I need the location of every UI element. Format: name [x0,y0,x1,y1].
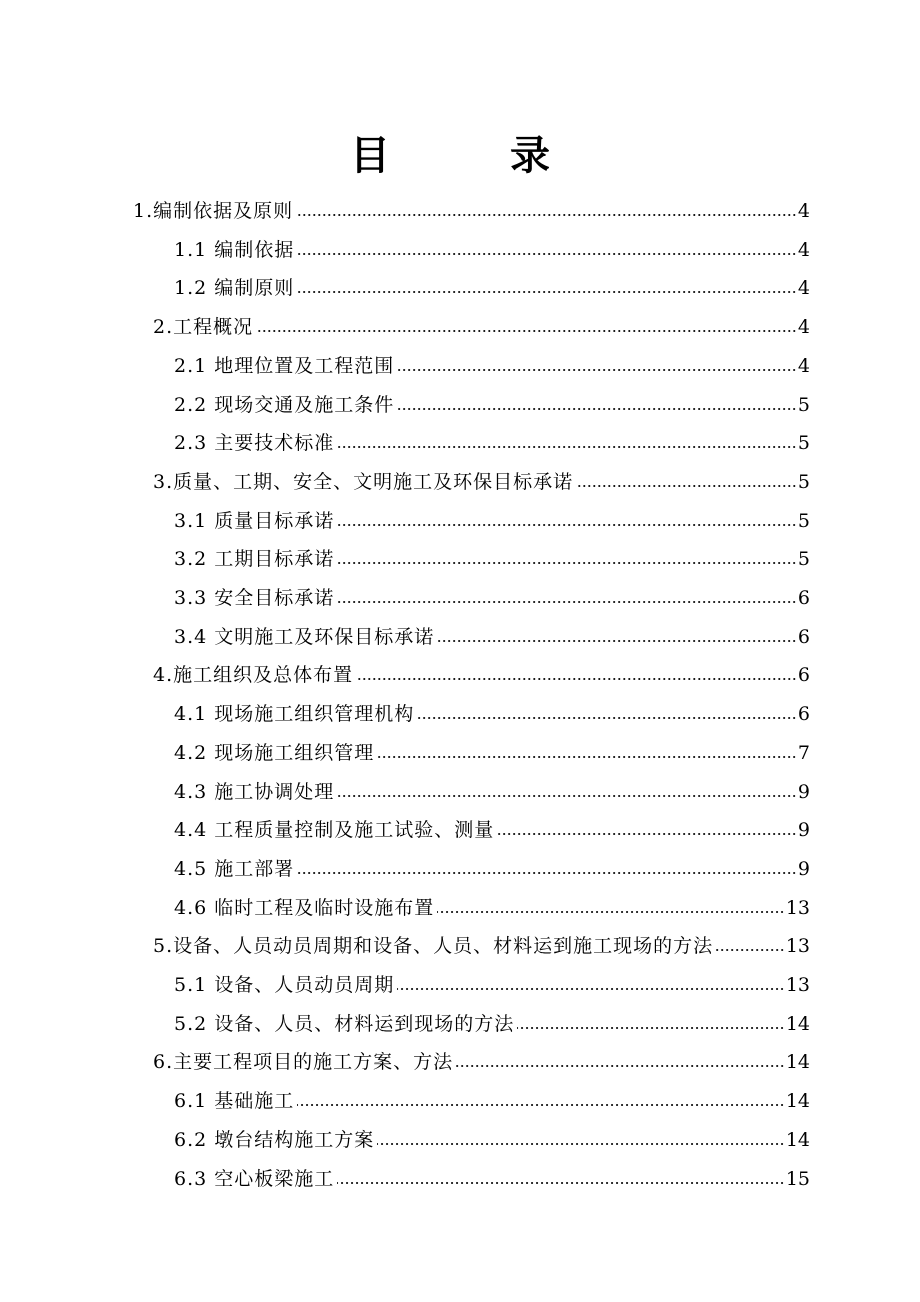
toc-page-number: 9 [797,780,810,803]
toc-dot-leader [337,600,797,604]
toc-dot-leader [297,290,797,294]
toc-entry-title: 4.1 现场施工组织管理机构 [174,703,415,726]
toc-dot-leader [456,1064,785,1068]
toc-entry[interactable] [174,777,810,807]
toc-entry-title: 4.2 现场施工组织管理 [174,741,375,764]
toc-dot-leader [716,948,785,952]
toc-page-number: 13 [785,935,810,958]
toc-dot-leader [417,716,797,720]
toc-dot-leader [377,1142,785,1146]
toc-entry-title: 1.2 编制原则 [174,277,295,300]
toc-page-number: 5 [797,393,810,416]
toc-dot-leader [397,368,797,372]
toc-entry[interactable] [174,273,810,303]
toc-dot-leader [296,213,797,217]
toc-entry[interactable] [174,1009,810,1039]
toc-entry-title: 3.质量、工期、安全、文明施工及环保目标承诺 [153,470,574,493]
toc-page-number: 14 [785,1128,810,1151]
toc-entry[interactable] [174,583,810,613]
toc-dot-leader [437,639,797,643]
toc-dot-leader [337,445,797,449]
toc-entry[interactable] [153,1047,810,1077]
toc-entry[interactable] [174,970,810,1000]
toc-entry-title: 4.4 工程质量控制及施工试验、测量 [174,819,495,842]
toc-entry[interactable] [153,931,810,961]
toc-dot-leader [337,523,797,527]
toc-page-number: 9 [797,819,810,842]
toc-dot-leader [297,871,797,875]
toc-page-number: 6 [797,664,810,687]
toc-entry-title: 4.6 临时工程及临时设施布置 [174,896,435,919]
toc-entry[interactable] [174,351,810,381]
toc-entry[interactable] [174,854,810,884]
toc-entry-title: 4.5 施工部署 [174,857,295,880]
toc-page-number: 4 [797,238,810,261]
toc-entry-title: 6.3 空心板梁施工 [174,1167,335,1190]
toc-dot-leader [397,407,797,411]
toc-dot-leader [356,677,797,681]
toc-entry-title: 3.1 质量目标承诺 [174,509,335,532]
toc-dot-leader [297,252,797,256]
toc-entry[interactable] [153,660,810,690]
toc-page-number: 5 [797,470,810,493]
toc-entry[interactable] [174,544,810,574]
toc-dot-leader [517,1026,785,1030]
toc-page-number: 4 [797,277,810,300]
toc-entry-title: 6.2 墩台结构施工方案 [174,1128,375,1151]
toc-page-number: 4 [797,354,810,377]
toc-entry[interactable] [174,699,810,729]
toc-page-number: 4 [797,316,810,339]
toc-entry[interactable] [133,196,810,226]
toc-entry[interactable] [174,1125,810,1155]
toc-entry-title: 6.主要工程项目的施工方案、方法 [153,1051,454,1074]
toc-dot-leader [576,484,797,488]
toc-page-number: 15 [785,1167,810,1190]
toc-entry-title: 2.工程概况 [153,316,254,339]
toc-entry-title: 1.1 编制依据 [174,238,295,261]
toc-entry[interactable] [174,235,810,265]
toc-entry-title: 3.4 文明施工及环保目标承诺 [174,625,435,648]
toc-page-number: 13 [785,896,810,919]
toc-entry[interactable] [174,738,810,768]
toc-page-number: 14 [785,1051,810,1074]
toc-entry-title: 6.1 基础施工 [174,1090,295,1113]
toc-dot-leader [377,755,797,759]
toc-dot-leader [337,1181,785,1185]
toc-page-number: 14 [785,1012,810,1035]
toc-entry-title: 5.2 设备、人员、材料运到现场的方法 [174,1012,515,1035]
toc-dot-leader [337,794,797,798]
toc-page-number: 6 [797,587,810,609]
toc-entry[interactable] [174,1086,810,1116]
toc-entry-title: 2.2 现场交通及施工条件 [174,393,395,416]
toc-page-number: 9 [797,857,810,880]
toc-page-number: 14 [785,1090,810,1113]
toc-entry[interactable] [174,622,810,652]
toc-entry-title: 4.施工组织及总体布置 [153,664,354,687]
toc-entry-title: 2.1 地理位置及工程范围 [174,354,395,377]
toc-entry-title: 3.3 安全目标承诺 [174,587,335,609]
toc-entry[interactable] [174,893,810,923]
toc-entry[interactable] [174,390,810,420]
toc-page-number: 6 [797,703,810,726]
toc-entry-title: 1.编制依据及原则 [133,200,294,222]
toc-page-number: 4 [797,200,810,222]
toc-entry-title: 3.2 工期目标承诺 [174,548,335,571]
toc-page-number: 13 [785,974,810,996]
toc-entry[interactable] [153,467,810,497]
toc-page-number: 6 [797,625,810,648]
toc-dot-leader [256,329,797,333]
toc-entry[interactable] [174,428,810,458]
toc-entry[interactable] [174,1164,810,1194]
toc-page-number: 5 [797,509,810,532]
page-title: 目 录 [350,132,590,179]
toc-dot-leader [297,1103,785,1107]
toc-dot-leader [497,832,797,836]
toc-dot-leader [397,987,785,991]
toc-entry-title: 2.3 主要技术标准 [174,432,335,455]
toc-dot-leader [437,910,785,914]
toc-page-number: 5 [797,432,810,455]
toc-entry[interactable] [174,506,810,536]
toc-dot-leader [337,561,797,565]
toc-entry-title: 5.设备、人员动员周期和设备、人员、材料运到施工现场的方法 [153,935,714,958]
toc-entry[interactable] [153,312,810,342]
toc-page-number: 5 [797,548,810,571]
toc-entry-title: 4.3 施工协调处理 [174,780,335,803]
toc-entry[interactable] [174,815,810,845]
toc-entry-title: 5.1 设备、人员动员周期 [174,974,395,996]
toc-page-number: 7 [797,741,810,764]
